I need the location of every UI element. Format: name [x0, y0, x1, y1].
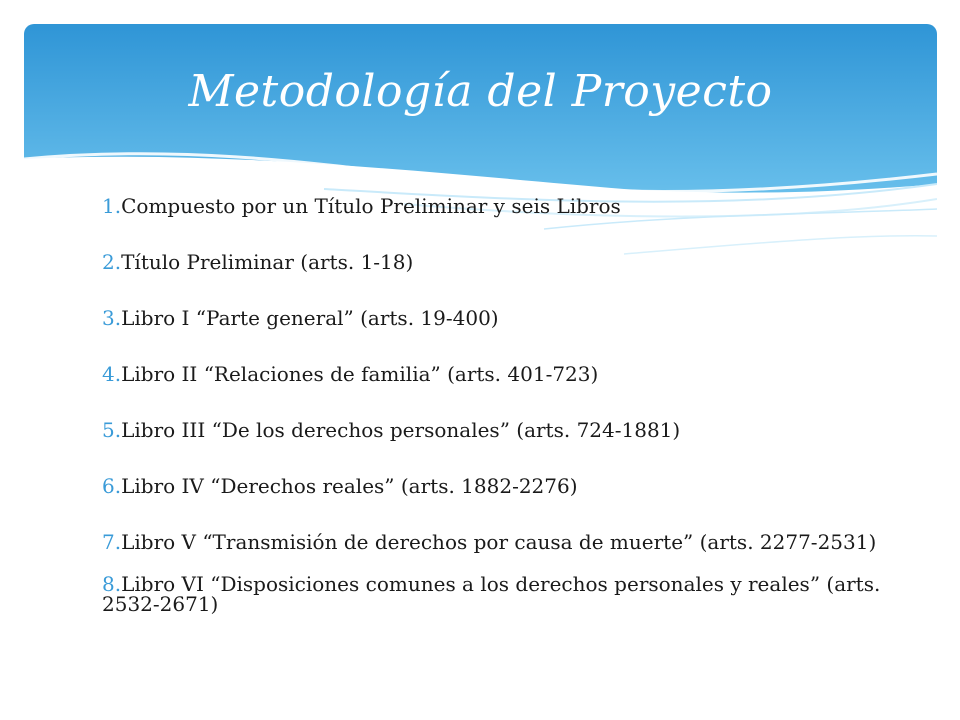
list-item-text: Libro VI “Disposiciones comunes a los derechos personales y reales” (arts. 2532-2671): [102, 572, 881, 616]
methodology-list: [102, 196, 902, 636]
list-item-number: 7.: [102, 530, 122, 554]
list-item: [102, 420, 902, 440]
list-item-text: Libro I “Parte general” (arts. 19-400): [121, 306, 499, 330]
list-item-text: Libro V “Transmisión de derechos por causa de muerte” (arts. 2277-2531): [121, 530, 877, 554]
list-item: [102, 574, 902, 614]
list-item-number: 8.: [102, 572, 122, 596]
list-item-text: Título Preliminar (arts. 1-18): [121, 250, 414, 274]
list-item-text: Libro II “Relaciones de familia” (arts. 401-723): [121, 362, 599, 386]
list-item: [102, 476, 902, 496]
list-item-text: Libro IV “Derechos reales” (arts. 1882-2276): [121, 474, 578, 498]
slide-title: Metodología del Proyecto: [188, 66, 773, 117]
list-item-number: 5.: [102, 418, 122, 442]
list-item-number: 4.: [102, 362, 122, 386]
list-item-number: 1.: [102, 194, 122, 218]
list-item: [102, 196, 902, 216]
list-item: [102, 364, 902, 384]
list-item-text: Libro III “De los derechos personales” (arts. 724-1881): [121, 418, 681, 442]
list-item-number: 2.: [102, 250, 122, 274]
list-item: [102, 532, 902, 552]
list-item: [102, 252, 902, 272]
list-item-number: 3.: [102, 306, 122, 330]
list-item-number: 6.: [102, 474, 122, 498]
list-item-text: Compuesto por un Título Preliminar y seis Libros: [121, 194, 621, 218]
list-item: [102, 308, 902, 328]
